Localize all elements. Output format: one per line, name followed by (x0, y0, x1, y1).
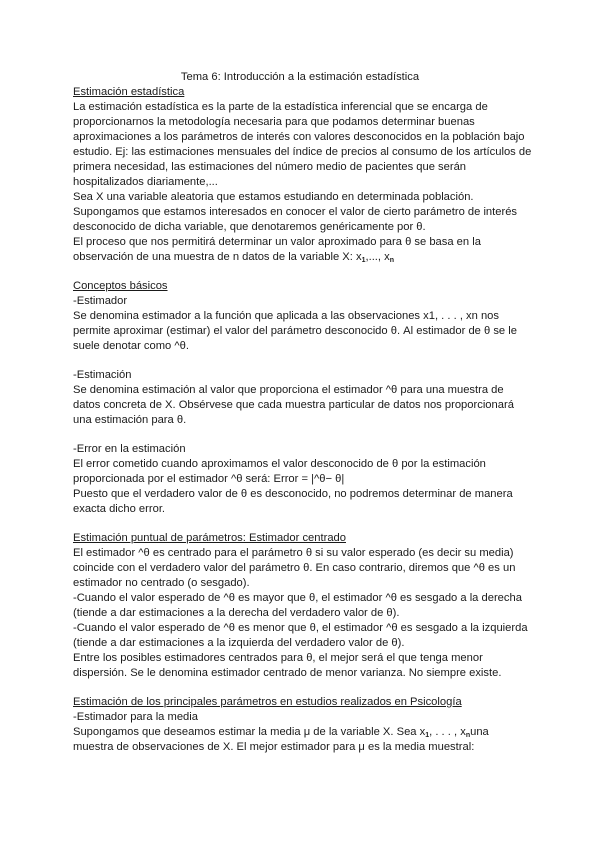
paragraph-line: Sea X una variable aleatoria que estamos estudiando en determinada población. (73, 191, 474, 203)
paragraph-line: Puesto que el verdadero valor de θ es desconocido, no podremos determinar de manera (73, 488, 513, 500)
subscript: n (389, 257, 395, 264)
paragraph-line: aproximaciones a los parámetros de interés con valores desconocidos en la población bajo (73, 131, 525, 143)
paragraph-line: permite aproximar (estimar) el valor del parámetro desconocido θ. Al estimador de θ se le (73, 325, 517, 337)
paragraph-line: exacta dicho error. (73, 503, 166, 515)
paragraph-line: proporcionarnos la metodología necesaria para que podamos determinar buenas (73, 116, 475, 128)
text-run: observación de una muestra de n datos de la variable X: x (73, 251, 362, 263)
heading-conceptos-basicos: Conceptos básicos (73, 280, 168, 292)
paragraph-line: El proceso que nos permitirá determinar un valor aproximado para θ se basa en la (73, 236, 481, 248)
paragraph-line: primera necesidad, las estimaciones del número medio de pacientes que serán (73, 161, 467, 173)
subheading-estimador-media: -Estimador para la media (73, 711, 198, 723)
heading-estimacion-parametros-psicologia: Estimación de los principales parámetros en estudios realizados en Psicología (73, 696, 462, 708)
paragraph-line: (tiende a dar estimaciones a la izquierda del verdadero valor de θ). (73, 637, 405, 649)
paragraph-line: El estimador ^θ es centrado para el parámetro θ si su valor esperado (es decir su media) (73, 547, 514, 559)
heading-estimacion-puntual: Estimación puntual de parámetros: Estimador centrado (73, 532, 346, 544)
subscript: 1 (361, 257, 366, 264)
paragraph-line: una estimación para θ. (73, 414, 187, 426)
paragraph-line: estimador no centrado (o sesgado). (73, 577, 250, 589)
paragraph-line-last (73, 250, 394, 265)
text-run: , . . . , x (429, 726, 466, 738)
paragraph-line: muestra de observaciones de X. El mejor estimador para μ es la media muestral: (73, 741, 475, 753)
paragraph-line: Entre los posibles estimadores centrados para θ, el mejor será el que tenga menor (73, 652, 483, 664)
paragraph-line: proporcionada por el estimador ^θ será: Error = |^θ− θ| (73, 473, 345, 485)
heading-estimacion-estadistica: Estimación estadística (73, 86, 185, 98)
paragraph-line: (tiende a dar estimaciones a la derecha del verdadero valor de θ). (73, 607, 400, 619)
paragraph-line: -Cuando el valor esperado de ^θ es menor que θ, el estimador ^θ es sesgado a la izquierda (73, 622, 528, 634)
paragraph-line: Se denomina estimador a la función que aplicada a las observaciones x1, . . . , xn nos (73, 310, 499, 322)
paragraph-line: hospitalizados diariamente,... (73, 176, 218, 188)
paragraph-line: dispersión. Se le denomina estimador centrado de menor varianza. No siempre existe. (73, 667, 502, 679)
subheading-error: -Error en la estimación (73, 443, 186, 455)
paragraph-line: -Cuando el valor esperado de ^θ es mayor que θ, el estimador ^θ es sesgado a la derecha (73, 592, 522, 604)
paragraph-line: coincide con el verdadero valor del parámetro θ. En caso contrario, diremos que ^θ es un (73, 562, 516, 574)
paragraph-line: El error cometido cuando aproximamos el valor desconocido de θ por la estimación (73, 458, 486, 470)
paragraph-line: Se denomina estimación al valor que proporciona el estimador ^θ para una muestra de (73, 384, 504, 396)
subheading-estimacion: -Estimación (73, 369, 132, 381)
paragraph-line: Supongamos que estamos interesados en conocer el valor de cierto parámetro de interés (73, 206, 518, 218)
text-run: Supongamos que deseamos estimar la media μ de la variable X. Sea x (73, 726, 426, 738)
paragraph-line: estudio. Ej: las estimaciones mensuales del índice de precios al consumo de los artículos de (73, 146, 532, 158)
subscript: 1 (425, 732, 430, 739)
paragraph-line (73, 725, 489, 740)
paragraph-line: La estimación estadística es la parte de la estadística inferencial que se encarga de (73, 101, 488, 113)
text-run: una (470, 726, 489, 738)
paragraph-line: datos concreta de X. Obsérvese que cada muestra particular de datos nos proporcionará (73, 399, 514, 411)
paragraph-line: desconocido de dicha variable, que denotaremos genéricamente por θ. (73, 221, 426, 233)
paragraph-line: suele denotar como ^θ. (73, 340, 189, 352)
document-title: Tema 6: Introducción a la estimación estadística (180, 71, 420, 83)
text-run: ,..., x (365, 251, 390, 263)
subscript: n (465, 732, 471, 739)
subheading-estimador: -Estimador (73, 295, 128, 307)
